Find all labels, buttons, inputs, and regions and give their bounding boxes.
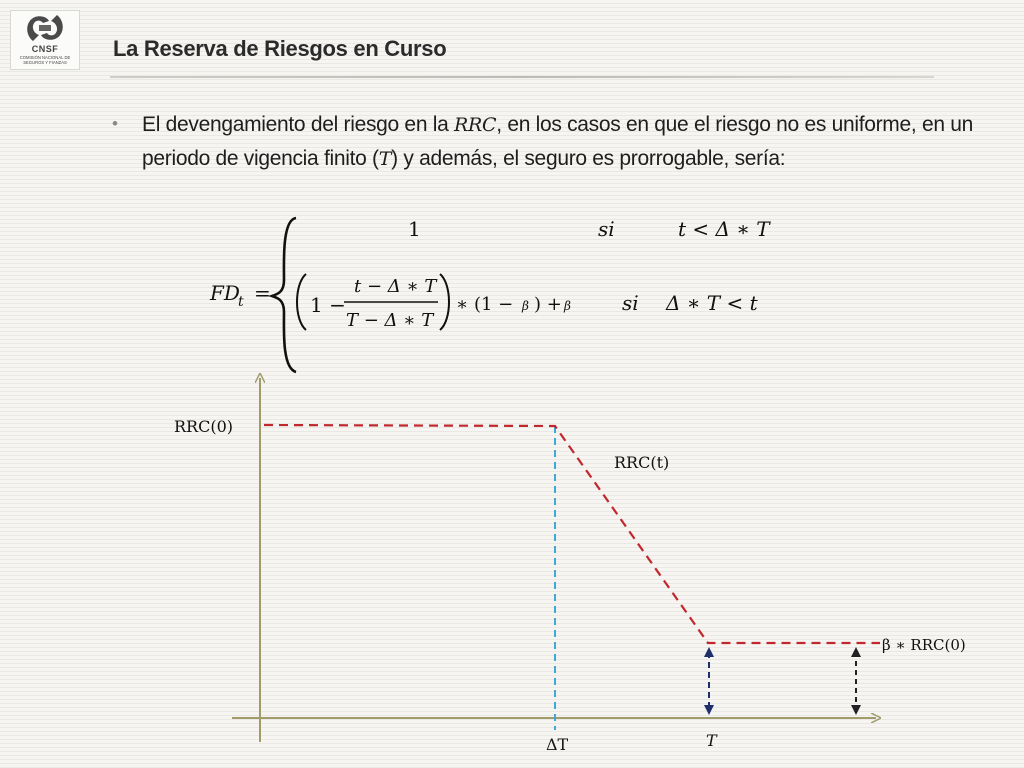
logo-org-line2: SEGUROS Y FIANZAS — [23, 60, 67, 65]
para-text-2: , en los casos en que el riesgo no es uniforme, en un periodo de vigencia finito ( — [142, 113, 974, 170]
label-beta-rrc0: β ∗ RRC(0) — [882, 636, 966, 654]
slide-title: La Reserva de Riesgos en Curso — [113, 36, 447, 61]
case2-beta2: β — [564, 299, 571, 313]
formula-lhs-sub: t — [238, 294, 244, 310]
case2-one-minus: 1 − — [310, 293, 346, 317]
label-delta-t: ΔT — [546, 735, 569, 754]
case2-close: ) + — [534, 294, 562, 315]
label-rrct: RRC(t) — [614, 453, 670, 472]
rrc-chart — [174, 378, 966, 754]
case1-value: 1 — [408, 217, 421, 241]
formula-brace — [272, 218, 296, 372]
case2-numerator: t − Δ ∗ T — [354, 276, 437, 297]
label-rrc0: RRC(0) — [174, 417, 233, 436]
case2-paren-close — [440, 274, 449, 330]
piecewise-formula — [209, 217, 771, 372]
para-text-3: ) y además, el seguro es prorrogable, sería: — [391, 147, 786, 170]
case1-condition: t < Δ ∗ T — [678, 217, 770, 241]
formula-lhs: FD — [210, 281, 240, 305]
logo-org-line1: COMISIÓN NACIONAL DE — [19, 55, 71, 60]
case2-denominator: T − Δ ∗ T — [346, 310, 434, 331]
case2-paren-open — [297, 274, 306, 330]
case2-tail: ∗ (1 − — [456, 294, 514, 315]
case1-si: si — [598, 217, 615, 241]
para-text-1: El devengamiento del riesgo en la — [142, 113, 455, 136]
case2-condition: Δ ∗ T < t — [666, 291, 758, 315]
label-t: T — [706, 731, 717, 750]
para-math-t: T — [378, 148, 392, 170]
para-math-rrc: RRC — [454, 114, 497, 136]
logo-acronym: CNSF — [31, 44, 59, 54]
case2-si: si — [622, 291, 639, 315]
rrc-curve — [264, 425, 880, 643]
formula-equals: = — [254, 281, 271, 305]
case2-beta: β — [522, 299, 529, 313]
bullet-icon: • — [112, 114, 118, 133]
